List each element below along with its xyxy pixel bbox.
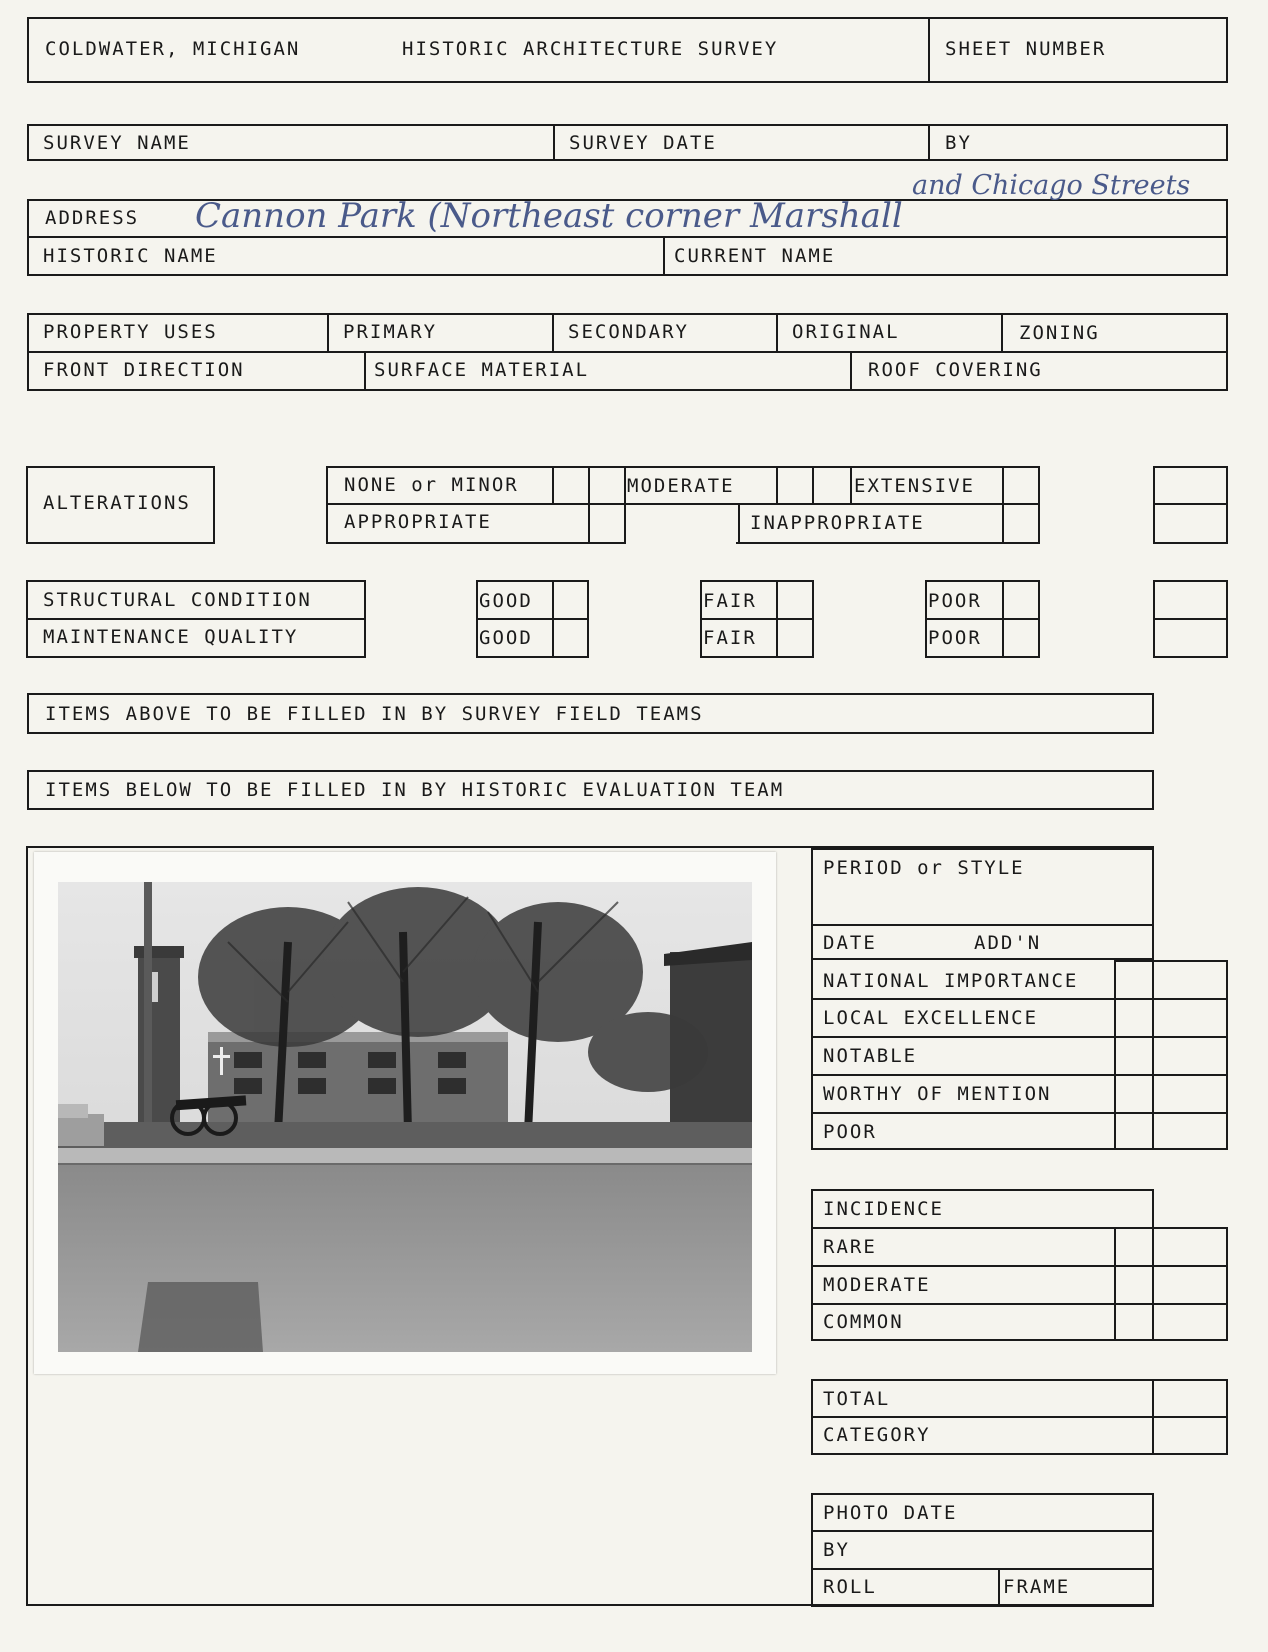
- historic-name-label: HISTORIC NAME: [43, 245, 218, 267]
- category-label: CATEGORY: [823, 1424, 931, 1446]
- total-label: TOTAL: [823, 1388, 891, 1410]
- incidence-label: INCIDENCE: [823, 1198, 944, 1220]
- alterations-score-box: [1153, 466, 1228, 544]
- items-below-note: ITEMS BELOW TO BE FILLED IN BY HISTORIC EVALUATION TEAM: [45, 779, 785, 801]
- survey-title: HISTORIC ARCHITECTURE SURVEY: [402, 38, 779, 60]
- eval-poor-label: POOR: [823, 1121, 877, 1143]
- worthy-of-mention-label: WORTHY OF MENTION: [823, 1083, 1052, 1105]
- front-direction-label: FRONT DIRECTION: [43, 359, 245, 381]
- roll-label: ROLL: [823, 1576, 877, 1598]
- address-handwritten-line2: and Chicago Streets: [912, 170, 1191, 201]
- current-name-label: CURRENT NAME: [674, 245, 836, 267]
- alterations-label: ALTERATIONS: [43, 492, 191, 514]
- maintenance-poor-label: POOR: [928, 627, 982, 649]
- address-handwritten-line1: Cannon Park (Northeast corner Marshall: [195, 196, 903, 236]
- rare-label: RARE: [823, 1236, 877, 1258]
- period-style-label: PERIOD or STYLE: [823, 857, 1025, 879]
- primary-label: PRIMARY: [343, 321, 438, 343]
- items-above-note: ITEMS ABOVE TO BE FILLED IN BY SURVEY FIELD TEAMS: [45, 703, 704, 725]
- common-label: COMMON: [823, 1311, 904, 1333]
- property-uses-label: PROPERTY USES: [43, 321, 218, 343]
- roof-covering-label: ROOF COVERING: [868, 359, 1043, 381]
- national-importance-label: NATIONAL IMPORTANCE: [823, 970, 1079, 992]
- notable-label: NOTABLE: [823, 1045, 918, 1067]
- city-label: COLDWATER, MICHIGAN: [45, 38, 301, 60]
- appropriate-label: APPROPRIATE: [344, 511, 492, 533]
- survey-date-label: SURVEY DATE: [569, 132, 717, 154]
- structural-condition-label: STRUCTURAL CONDITION: [43, 589, 312, 611]
- survey-by-label: BY: [945, 132, 972, 154]
- addn-label: ADD'N: [974, 932, 1042, 954]
- frame-label: FRAME: [1003, 1576, 1071, 1598]
- local-excellence-label: LOCAL EXCELLENCE: [823, 1007, 1039, 1029]
- moderate-label: MODERATE: [627, 475, 735, 497]
- structural-good-label: GOOD: [479, 590, 533, 612]
- address-label: ADDRESS: [45, 207, 140, 229]
- surface-material-label: SURFACE MATERIAL: [374, 359, 590, 381]
- structural-fair-label: FAIR: [703, 590, 757, 612]
- secondary-label: SECONDARY: [568, 321, 689, 343]
- structural-poor-label: POOR: [928, 590, 982, 612]
- original-label: ORIGINAL: [792, 321, 900, 343]
- survey-name-label: SURVEY NAME: [43, 132, 191, 154]
- photo-date-label: PHOTO DATE: [823, 1502, 958, 1524]
- maintenance-fair-label: FAIR: [703, 627, 757, 649]
- eval-date-label: DATE: [823, 932, 877, 954]
- zoning-label: ZONING: [1019, 322, 1100, 344]
- maintenance-good-label: GOOD: [479, 627, 533, 649]
- none-minor-label: NONE or MINOR: [344, 474, 519, 496]
- sheet-number-label: SHEET NUMBER: [945, 38, 1107, 60]
- inappropriate-label: INAPPROPRIATE: [750, 512, 925, 534]
- site-photograph: [58, 882, 752, 1352]
- maintenance-quality-label: MAINTENANCE QUALITY: [43, 626, 299, 648]
- incidence-moderate-label: MODERATE: [823, 1274, 931, 1296]
- extensive-label: EXTENSIVE: [854, 475, 975, 497]
- photo-by-label: BY: [823, 1539, 850, 1561]
